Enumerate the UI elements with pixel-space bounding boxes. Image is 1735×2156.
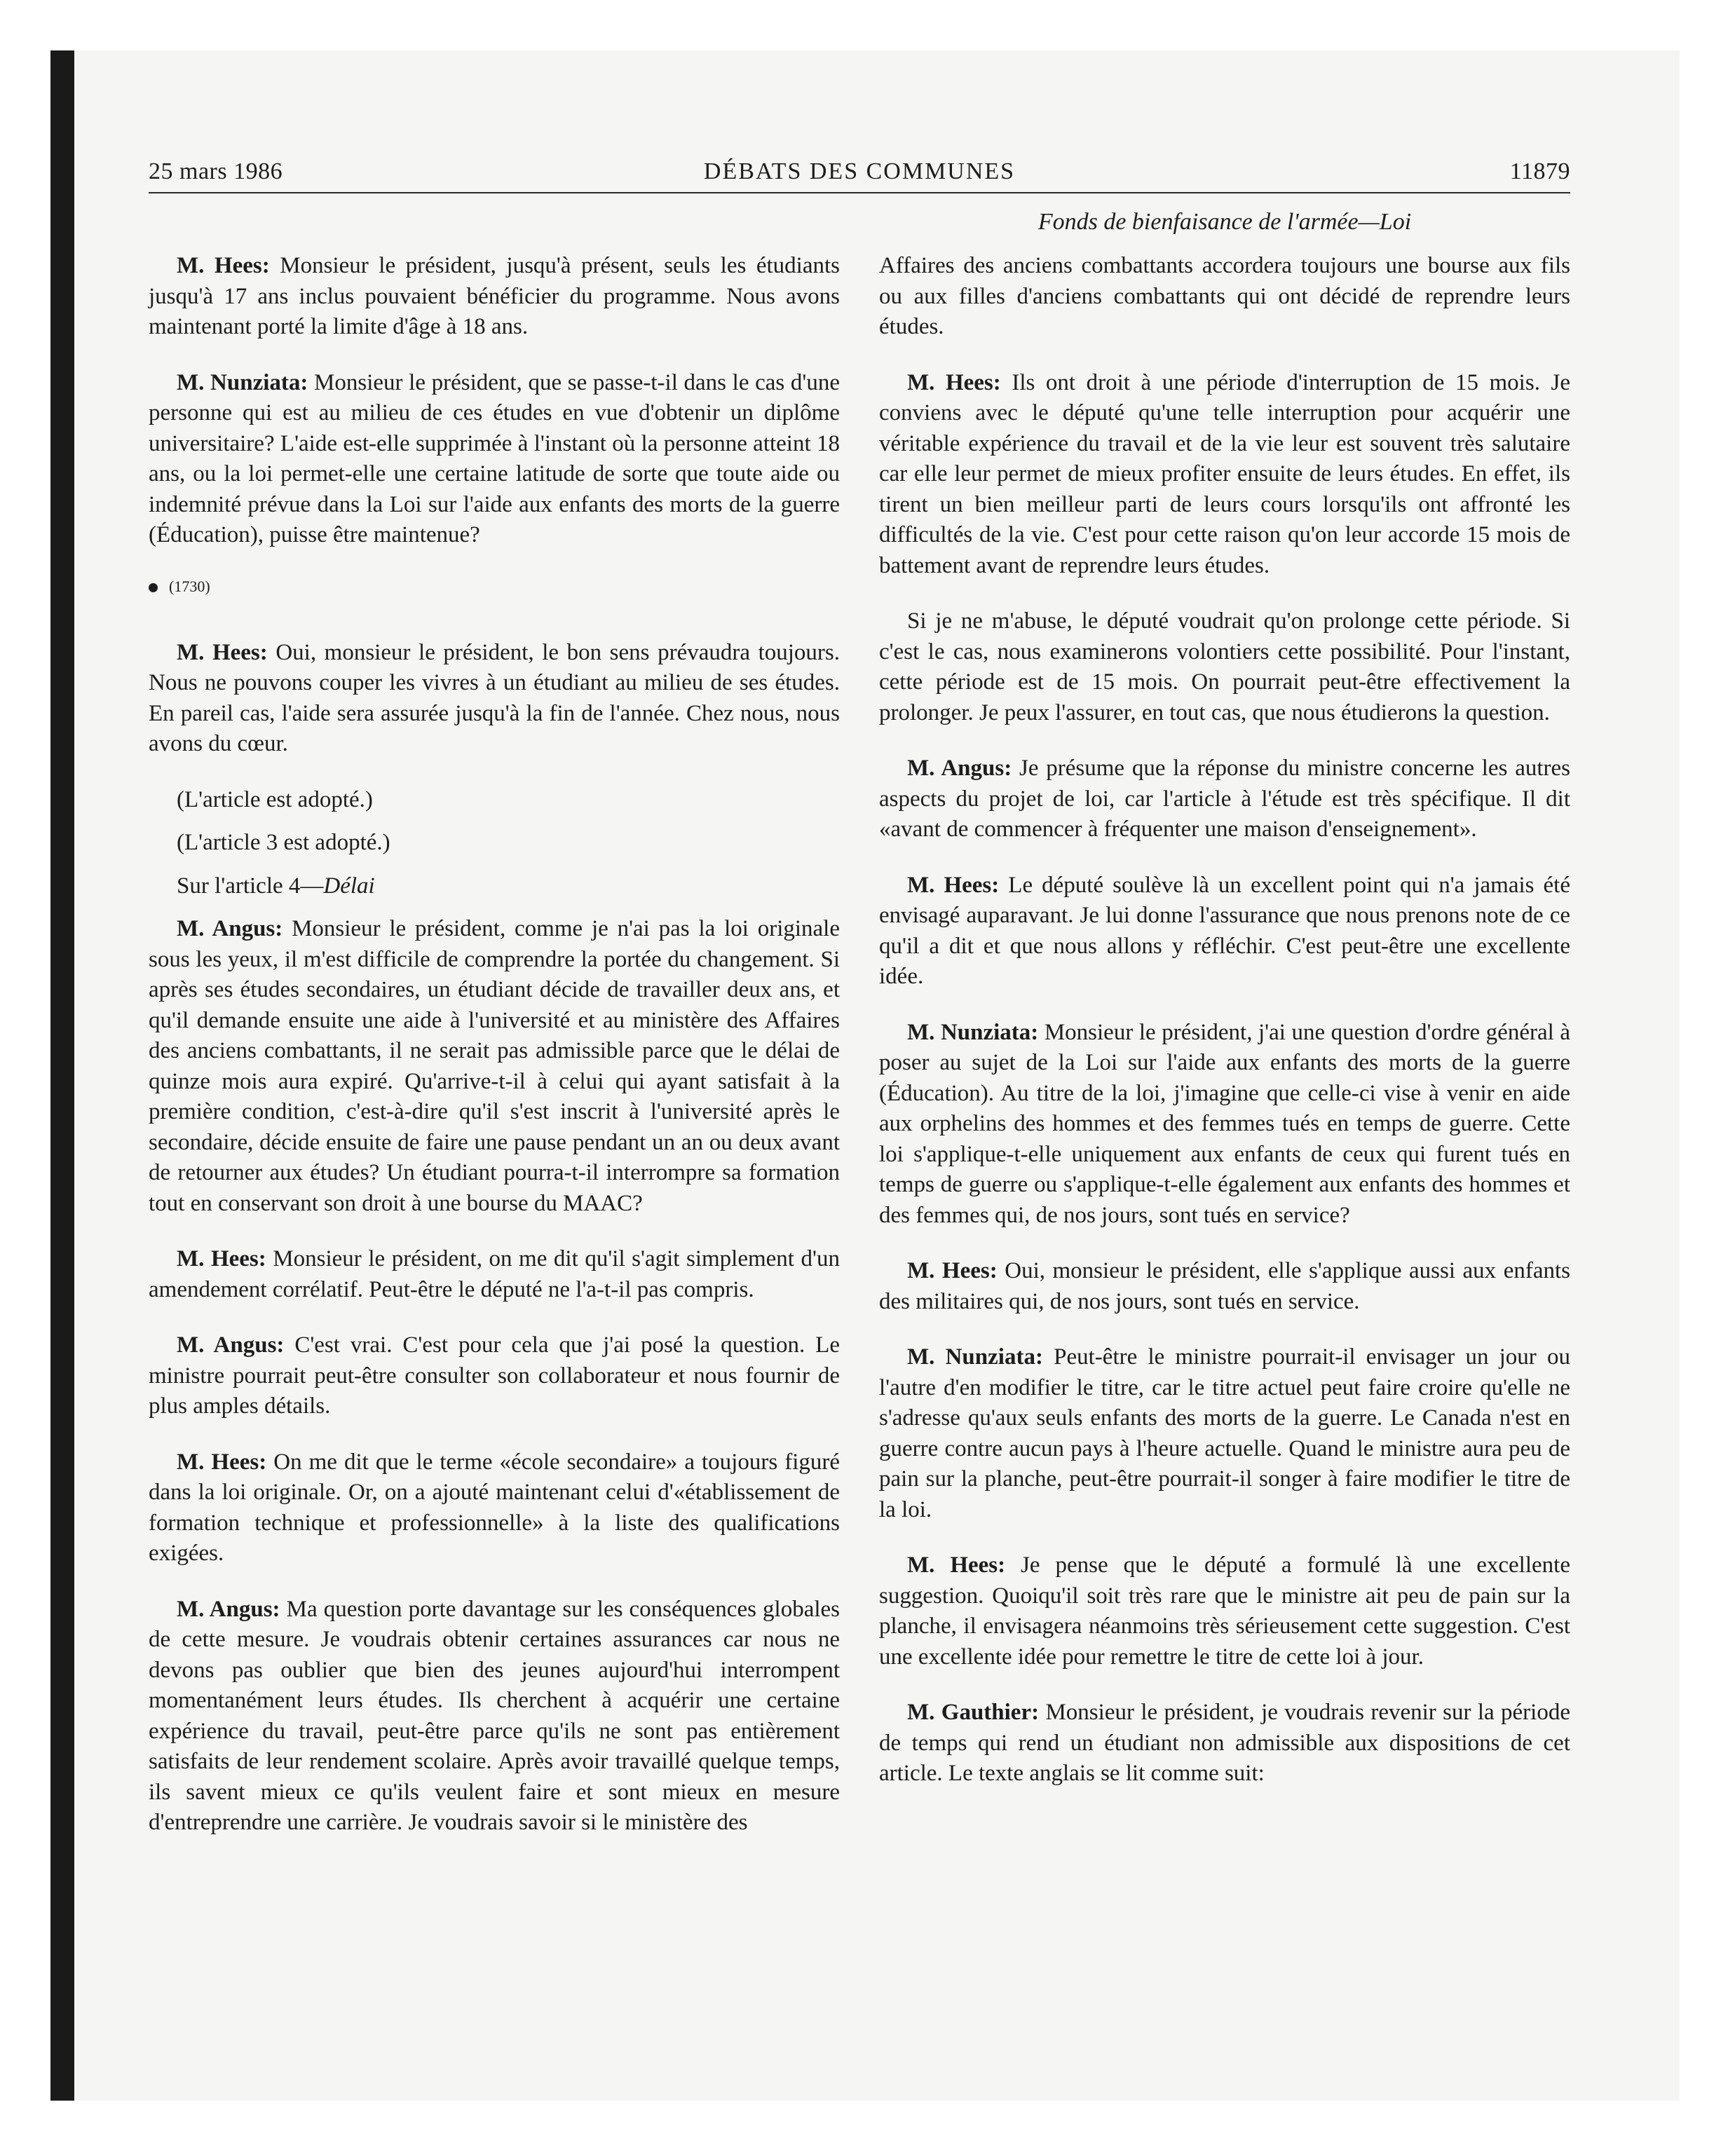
paragraph-continuation: Affaires des anciens combattants accordera toujours une bourse aux fils ou aux filles d'anciens combattants qui ont décidé de reprendre leurs études.	[879, 253, 1570, 339]
header-page-number: 11879	[1509, 158, 1570, 184]
paragraph	[879, 1018, 1570, 1231]
speech-text: Le député soulève là un excellent point qui n'a jamais été envisagé auparavant. Je lui donne l'assurance que nous prenons note de ce qu'il a dit et que nous allons y réfléchir. C'est peut-être une excellente idée.	[879, 872, 1570, 989]
clause-heading	[149, 871, 840, 902]
right-column	[879, 251, 1570, 1815]
header-date: 25 mars 1986	[149, 158, 283, 184]
speaker-name: M. Angus:	[177, 1596, 280, 1622]
clause-title: Délai	[323, 873, 375, 899]
speaker-name: M. Hees:	[177, 1246, 266, 1271]
section-subheading: Fonds de bienfaisance de l'armée—Loi	[1037, 209, 1412, 235]
speech-text: On me dit que le terme «école secondaire» a toujours figuré dans la loi originale. Or, on a ajouté maintenant celui d'«établissement de formation technique et professionnelle» à la liste des qualifications exigées.	[149, 1449, 840, 1566]
speaker-name: M. Nunziata:	[177, 369, 308, 395]
speech-text: Oui, monsieur le président, elle s'applique aussi aux enfants des militaires qui, de nos jours, sont tués en service.	[879, 1258, 1570, 1314]
speech-text: Monsieur le président, que se passe-t-il dans le cas d'une personne qui est au milieu de ces études en vue d'obtenir un diplôme universitaire? L'aide est-elle supprimée à l'instant où la personne atteint 18 ans, ou la loi permet-elle une certaine latitude de sorte que toute aide ou indemnité prévue dans la Loi sur l'aide aux enfants des morts de la guerre (Éducation), puisse être maintenue?	[149, 369, 840, 547]
paragraph	[149, 368, 840, 551]
speaker-name: M. Hees:	[907, 369, 1001, 395]
paragraph	[149, 251, 840, 343]
paragraph	[879, 1342, 1570, 1525]
time-marker	[149, 576, 840, 597]
paragraph	[879, 753, 1570, 845]
speaker-name: M. Angus:	[177, 1332, 285, 1358]
speech-text: Je pense que le député a formulé là une excellente suggestion. Quoiqu'il soit très rare que le ministre ait peu de pain sur la planche, il envisagera néanmoins très sérieusement cette suggestion. C'est une excellente idée pour remettre le titre de cette loi à jour.	[879, 1553, 1570, 1670]
paragraph	[149, 1595, 840, 1838]
speaker-name: M. Angus:	[907, 756, 1012, 781]
speaker-name: M. Hees:	[907, 872, 1000, 898]
speaker-name: M. Hees:	[177, 639, 268, 665]
paragraph	[149, 914, 840, 1219]
procedural-note: (L'article est adopté.)	[177, 786, 373, 812]
paragraph	[149, 1244, 840, 1305]
speech-text: Monsieur le président, je voudrais revenir sur la période de temps qui rend un étudiant non admissible aux dispositions de cet article. Le texte anglais se lit comme suit:	[879, 1700, 1570, 1786]
speech-text: Monsieur le président, comme je n'ai pas la loi originale sous les yeux, il m'est difficile de comprendre la portée du changement. Si après ses études secondaires, un étudiant décide de travailler deux ans, et qu'il demande ensuite une aide à l'université et au ministère des Affaires des anciens combattants, il ne serait pas admissible parce que le délai de quinze mois aura expiré. Qu'arrive-t-il à celui qui ayant satisfait à la première condition, c'est-à-dire qu'il s'est inscrit à l'université après le secondaire, décide ensuite de faire une pause pendant un an ou deux avant de retourner aux études? Un étudiant pourra-t-il interrompre sa formation tout en conservant son droit à une bourse du MAAC?	[149, 916, 841, 1216]
speech-text: Ils ont droit à une période d'interruption de 15 mois. Je conviens avec le député qu'une telle interruption pour acquérir une véritable expérience du travail et de la vie leur est souvent très salutaire car elle leur permet de mieux profiter ensuite de leurs études. En effet, ils tirent un bien meilleur parti de leurs cours lorsqu'ils ont affronté les difficultés de la vie. C'est pour cette raison qu'on leur accorde 15 mois de battement avant de reprendre leurs études.	[879, 369, 1570, 578]
speech-text: Monsieur le président, on me dit qu'il s'agit simplement d'un amendement corrélatif. Peut-être le député ne l'a-t-il pas compris.	[149, 1246, 840, 1302]
paragraph	[879, 368, 1570, 582]
speech-text: Monsieur le président, jusqu'à présent, seuls les étudiants jusqu'à 17 ans inclus pouvaient bénéficier du programme. Nous avons maintenant porté la limite d'âge à 18 ans.	[149, 253, 840, 339]
paragraph	[879, 1698, 1570, 1789]
left-column	[149, 251, 840, 1864]
header-title: DÉBATS DES COMMUNES	[703, 158, 1016, 184]
speaker-name: M. Angus:	[177, 916, 283, 941]
speaker-name: M. Hees:	[907, 1258, 998, 1283]
speech-text: Peut-être le ministre pourrait-il envisager un jour ou l'autre d'en modifier le titre, car le titre actuel peut faire croire qu'elle ne s'adresse qu'aux seuls enfants des morts de la guerre. Le Canada n'est en guerre contre aucun pays à l'heure actuelle. Quand le ministre aura peu de pain sur la planche, peut-être pourrait-il songer à faire modifier le titre de la loi.	[879, 1344, 1570, 1522]
speaker-name: M. Gauthier:	[907, 1700, 1040, 1725]
speech-text: C'est vrai. C'est pour cela que j'ai posé la question. Le ministre pourrait peut-être consulter son collaborateur et nous fournir de plus amples détails.	[149, 1332, 840, 1419]
paragraph	[149, 638, 840, 760]
header-rule	[149, 192, 1570, 193]
bullet-icon	[149, 583, 158, 592]
speaker-name: M. Nunziata:	[907, 1019, 1039, 1045]
paragraph	[149, 1447, 840, 1569]
scan-edge-bar	[50, 50, 74, 2101]
paragraph: Si je ne m'abuse, le député voudrait qu'on prolonge cette période. Si c'est le cas, nous examinerons volontiers cette possibilité. Pour l'instant, cette période est de 15 mois. On pourrait peut-être effectivement la prolonger. Je peux l'assurer, en tout cas, que nous étudierons la question.	[879, 608, 1570, 725]
running-header	[149, 158, 1570, 192]
speaker-name: M. Nunziata:	[907, 1344, 1043, 1370]
speech-text: Ma question porte davantage sur les conséquences globales de cette mesure. Je voudrais obtenir certaines assurances car nous ne devons pas oublier que bien des jeunes aujourd'hui interrompent momentanément leurs études. Ils cherchent à acquérir une certaine expérience du travail, peut-être parce qu'ils ne sont pas entièrement satisfaits de leur rendement scolaire. Après avoir travaillé quelque temps, ils savent mieux ce qu'ils veulent faire et sont mieux en mesure d'entreprendre une carrière. Je voudrais savoir si le ministère des	[149, 1596, 840, 1835]
speaker-name: M. Hees:	[177, 253, 270, 278]
paragraph	[149, 1330, 840, 1422]
speech-text: Oui, monsieur le président, le bon sens prévaudra toujours. Nous ne pouvons couper les vivres à un étudiant au milieu de ses études. En pareil cas, l'aide sera assurée jusqu'à la fin de l'année. Chez nous, nous avons du cœur.	[149, 639, 840, 756]
procedural-note: (L'article 3 est adopté.)	[177, 830, 390, 855]
speaker-name: M. Hees:	[907, 1553, 1006, 1578]
speech-text: Monsieur le président, j'ai une question d'ordre général à poser au sujet de la Loi sur l'aide aux enfants des morts de la guerre (Éducation). Au titre de la loi, j'imagine que celle-ci vise à venir en aide aux orphelins des hommes et des femmes tués en temps de guerre. Cette loi s'applique-t-elle uniquement aux enfants de ceux qui furent tués en temps de guerre ou s'applique-t-elle également aux enfants des hommes et des femmes qui, de nos jours, sont tués en service?	[879, 1019, 1570, 1228]
speech-text: Je présume que la réponse du ministre concerne les autres aspects du projet de loi, car l'article à l'étude est très spécifique. Il dit «avant de commencer à fréquenter une maison d'enseignement».	[879, 756, 1570, 842]
paragraph	[879, 1550, 1570, 1672]
paragraph	[879, 871, 1570, 992]
time-marker-text: (1730)	[169, 577, 210, 595]
clause-prefix: Sur l'article 4—	[177, 873, 324, 899]
speaker-name: M. Hees:	[177, 1449, 267, 1475]
paragraph	[879, 1256, 1570, 1317]
